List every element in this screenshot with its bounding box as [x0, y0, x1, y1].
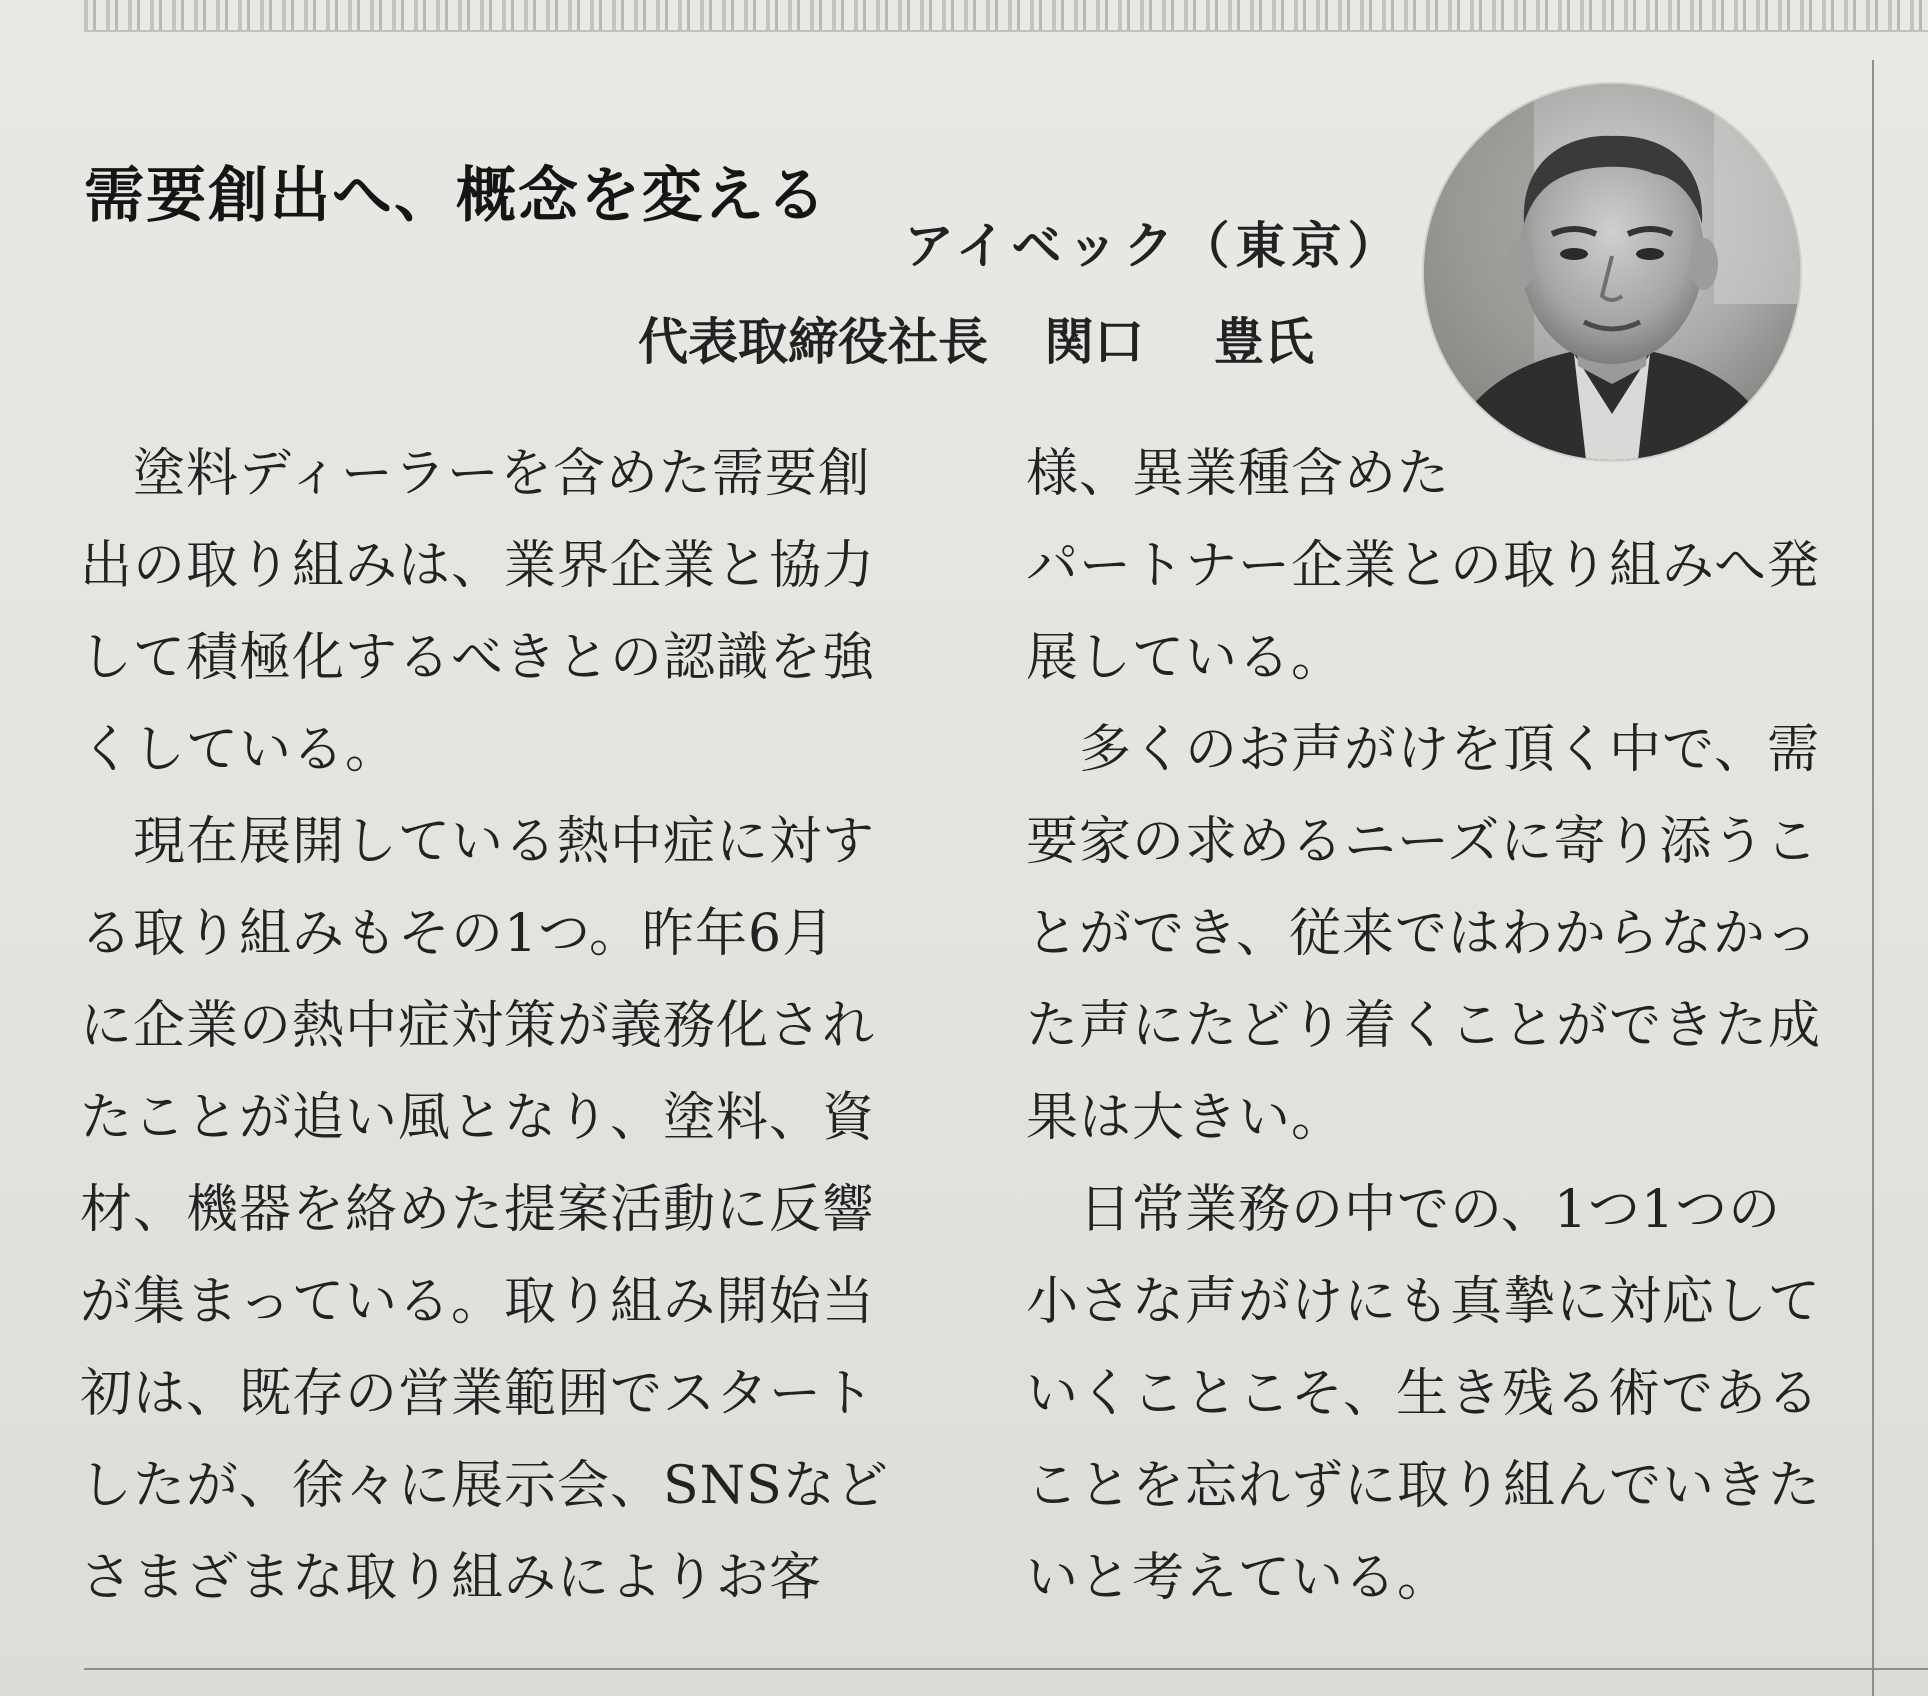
- body-text-line: る取り組みもその1つ。昨年6月: [80, 904, 836, 964]
- interviewee-byline: [638, 302, 1314, 374]
- body-text-line: 材、機器を絡めた提案活動に反響: [80, 1180, 876, 1240]
- body-text-line: た声にたどり着くことができた成: [1026, 996, 1822, 1056]
- body-text-line: いくことこそ、生き残る術である: [1026, 1364, 1820, 1424]
- body-text-line: 展している。: [1026, 628, 1345, 688]
- body-text-line: ことを忘れずに取り組んでいきた: [1026, 1456, 1822, 1516]
- body-text-line: さまざまな取り組みによりお客: [80, 1548, 823, 1608]
- given-name: 豊氏: [1214, 313, 1314, 371]
- column-divider-rule: [1872, 60, 1874, 1696]
- body-text-line: 出の取り組みは、業界企業と協力: [80, 536, 876, 596]
- body-text-line: たことが追い風となり、塗料、資: [80, 1088, 876, 1148]
- article-body-left-column: [80, 428, 889, 1624]
- body-text-line: 日常業務の中での、1つ1つの: [1026, 1180, 1782, 1240]
- person-name: [1044, 302, 1314, 374]
- body-text-line: して積極化するべきとの認識を強: [80, 628, 876, 688]
- body-text-line: 初は、既存の営業範囲でスタート: [80, 1364, 876, 1424]
- decorative-border: [84, 0, 1928, 32]
- portrait-icon: [1424, 84, 1800, 460]
- body-text-line: 多くのお声がけを頂く中で、需: [1026, 720, 1820, 780]
- body-text-line: 塗料ディーラーを含めた需要創: [80, 444, 871, 504]
- body-text-line: 様、異業種含めた: [1026, 444, 1451, 504]
- body-text-line: くしている。: [80, 720, 399, 780]
- portrait-photo: [1424, 84, 1800, 460]
- job-title: 代表取締役社長: [638, 313, 988, 371]
- article-body-right-column: [1026, 428, 1846, 1624]
- body-text-line: に企業の熱中症対策が義務化され: [80, 996, 876, 1056]
- body-text-line: 小さな声がけにも真摯に対応して: [1026, 1272, 1822, 1332]
- body-text-line: いと考えている。: [1026, 1548, 1451, 1608]
- body-text-line: パートナー企業との取り組みへ発: [1026, 536, 1820, 596]
- bottom-rule: [84, 1668, 1928, 1670]
- family-name: 関口: [1044, 313, 1144, 371]
- body-text-line: とができ、従来ではわからなかっ: [1026, 904, 1819, 964]
- body-text-line: 現在展開している熱中症に対す: [80, 812, 876, 872]
- body-text-line: 要家の求めるニーズに寄り添うこ: [1026, 812, 1819, 872]
- body-text-line: が集まっている。取り組み開始当: [80, 1272, 876, 1332]
- body-text-line: したが、徐々に展示会、SNSなど: [80, 1456, 889, 1516]
- body-text-line: 果は大きい。: [1026, 1088, 1345, 1148]
- article-title: 需要創出へ、概念を変える: [84, 161, 828, 232]
- company-name: アイベック（東京）: [904, 217, 1404, 275]
